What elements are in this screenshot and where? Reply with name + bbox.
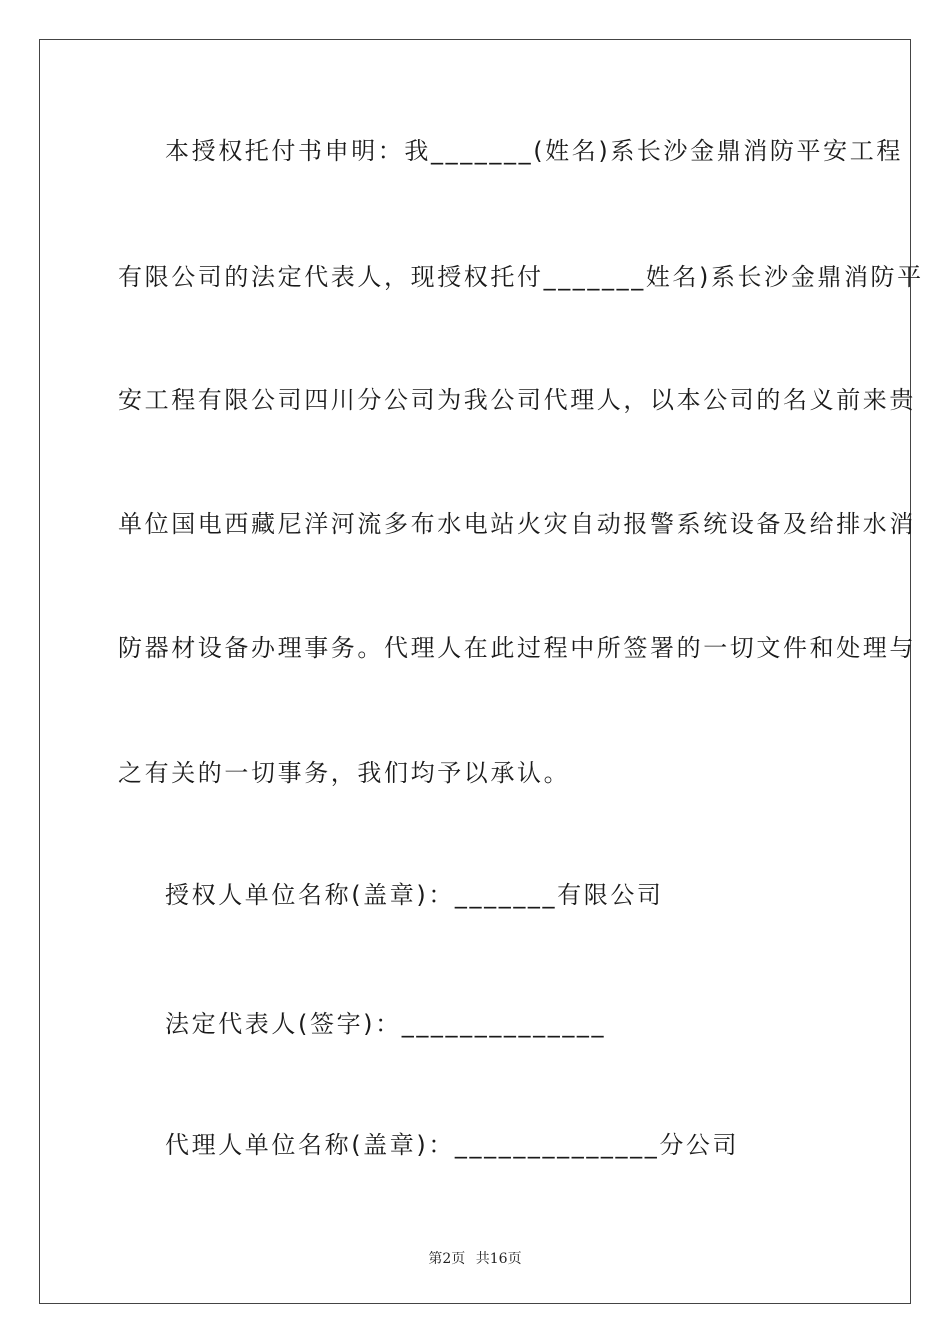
grantor-company-field: 授权人单位名称(盖章)：_______有限公司 <box>165 881 664 909</box>
paragraph-line-4: 单位国电西藏尼洋河流多布水电站火灾自动报警系统设备及给排水消 <box>118 510 916 538</box>
paragraph-line-3: 安工程有限公司四川分公司为我公司代理人，以本公司的名义前来贵 <box>118 386 916 414</box>
paragraph-line-2: 有限公司的法定代表人，现授权托付_______姓名)系长沙金鼎消防平 <box>118 263 924 291</box>
agent-company-field: 代理人单位名称(盖章)：______________分公司 <box>165 1131 740 1159</box>
page-total: 共16页 <box>475 1251 522 1267</box>
page-number: 第2页 <box>428 1251 466 1267</box>
page-footer <box>0 1248 950 1268</box>
paragraph-line-1: 本授权托付书申明：我_______(姓名)系长沙金鼎消防平安工程 <box>165 137 903 165</box>
page-border <box>39 39 924 1304</box>
paragraph-line-6: 之有关的一切事务，我们均予以承认。 <box>118 759 571 787</box>
paragraph-line-5: 防器材设备办理事务。代理人在此过程中所签署的一切文件和处理与 <box>118 634 916 662</box>
legal-representative-field: 法定代表人(签字)：______________ <box>165 1010 607 1038</box>
